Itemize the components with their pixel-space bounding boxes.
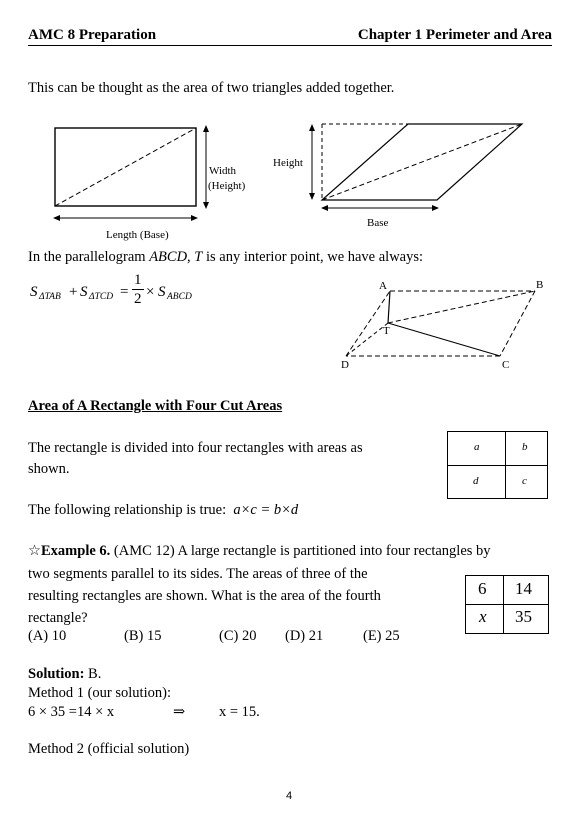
method2-label: Method 2 (official solution) [28,741,190,757]
choice-d: (D) 21 [285,628,324,644]
example-cell-6: 6 [478,579,487,598]
choice-c: (C) 20 [219,628,257,644]
method1-calc: 6 × 35 =14 × x [28,704,115,720]
example-cell-35: 35 [515,607,532,626]
section-title: Area of A Rectangle with Four Cut Areas [28,398,283,414]
header-left: AMC 8 Preparation [28,27,157,43]
choice-b: (B) 15 [124,628,162,644]
choice-a: (A) 10 [28,628,67,644]
example-line3: resulting rectangles are shown. What is the area of the fourth [28,588,381,604]
header-right: Chapter 1 Perimeter and Area [357,27,552,43]
grid-cell-c: c [522,475,527,487]
example-cell-x: x [479,607,487,626]
example-line2: two segments parallel to its sides. The areas of three of the [28,566,368,582]
page-number: 4 [286,790,293,802]
grid-cell-b: b [522,441,528,453]
para-base-label: Base [367,217,389,229]
vertex-c-label: C [502,359,510,371]
grid-cell-d: d [473,475,479,487]
abcd-statement: In the parallelogram ABCD, T is any interior point, we have always: [28,249,424,265]
example-line4: rectangle? [28,610,88,626]
point-t-label: T [383,325,390,337]
rect-desc-line1: The rectangle is divided into four rectangles with areas as [28,440,363,456]
method1-label: Method 1 (our solution): [28,685,171,701]
relationship-formula: a×c = b×d [233,502,299,518]
choice-e: (E) 25 [363,628,400,644]
grid-cell-a: a [474,441,480,453]
width-label: Width [209,165,237,177]
star-icon: ☆ [28,543,41,559]
vertex-b-label: B [536,279,544,291]
height-paren-label: (Height) [208,180,246,192]
method1-result: x = 15. [219,704,260,720]
solution-line: Solution: B. [28,666,102,682]
vertex-a-label: A [379,280,387,292]
implies-arrow: ⇒ [173,704,186,720]
rect-desc-line2: shown. [28,461,70,477]
para-height-label: Height [273,157,303,169]
example-cell-14: 14 [515,579,532,598]
page: AMC 8 Preparation Chapter 1 Perimeter and Area This can be thought as the area of two triangles added together. Width (Height) Length (Base) Height Base In the parallelogram ABCD, T is any interior point, we have always: S ΔTAB + S ΔTCD = 1 2 × S ABCD A B C D T Area of A Rectangle with Four Cut Areas The rectangle is divided into four rectangles with areas as shown. a b d c The following relationship is true: a×c = b×d ☆Example 6. (AMC 12) A large rectangle is partitioned into four rectangles by two segments parallel to its sides. The areas of three of the resulting rectangles are shown. What is the area of the fourth rectangle? (A) 10 (B) 15 (C) 20 (D) 21 (E) 25 6 14 x 35 Solution: B. Method 1 (our solution): 6 × 35 =14 × x ⇒ x = 15. Method 2 (official solution) 4 [0,0,584,818]
vertex-d-label: D [341,359,349,371]
intro-text: This can be thought as the area of two triangles added together. [28,80,395,96]
example-line1: ☆Example 6. (AMC 12) A large rectangle is partitioned into four rectangles by [28,543,491,559]
relationship-text: The following relationship is true: a×c = b×d [28,502,299,518]
length-label: Length (Base) [106,229,169,241]
